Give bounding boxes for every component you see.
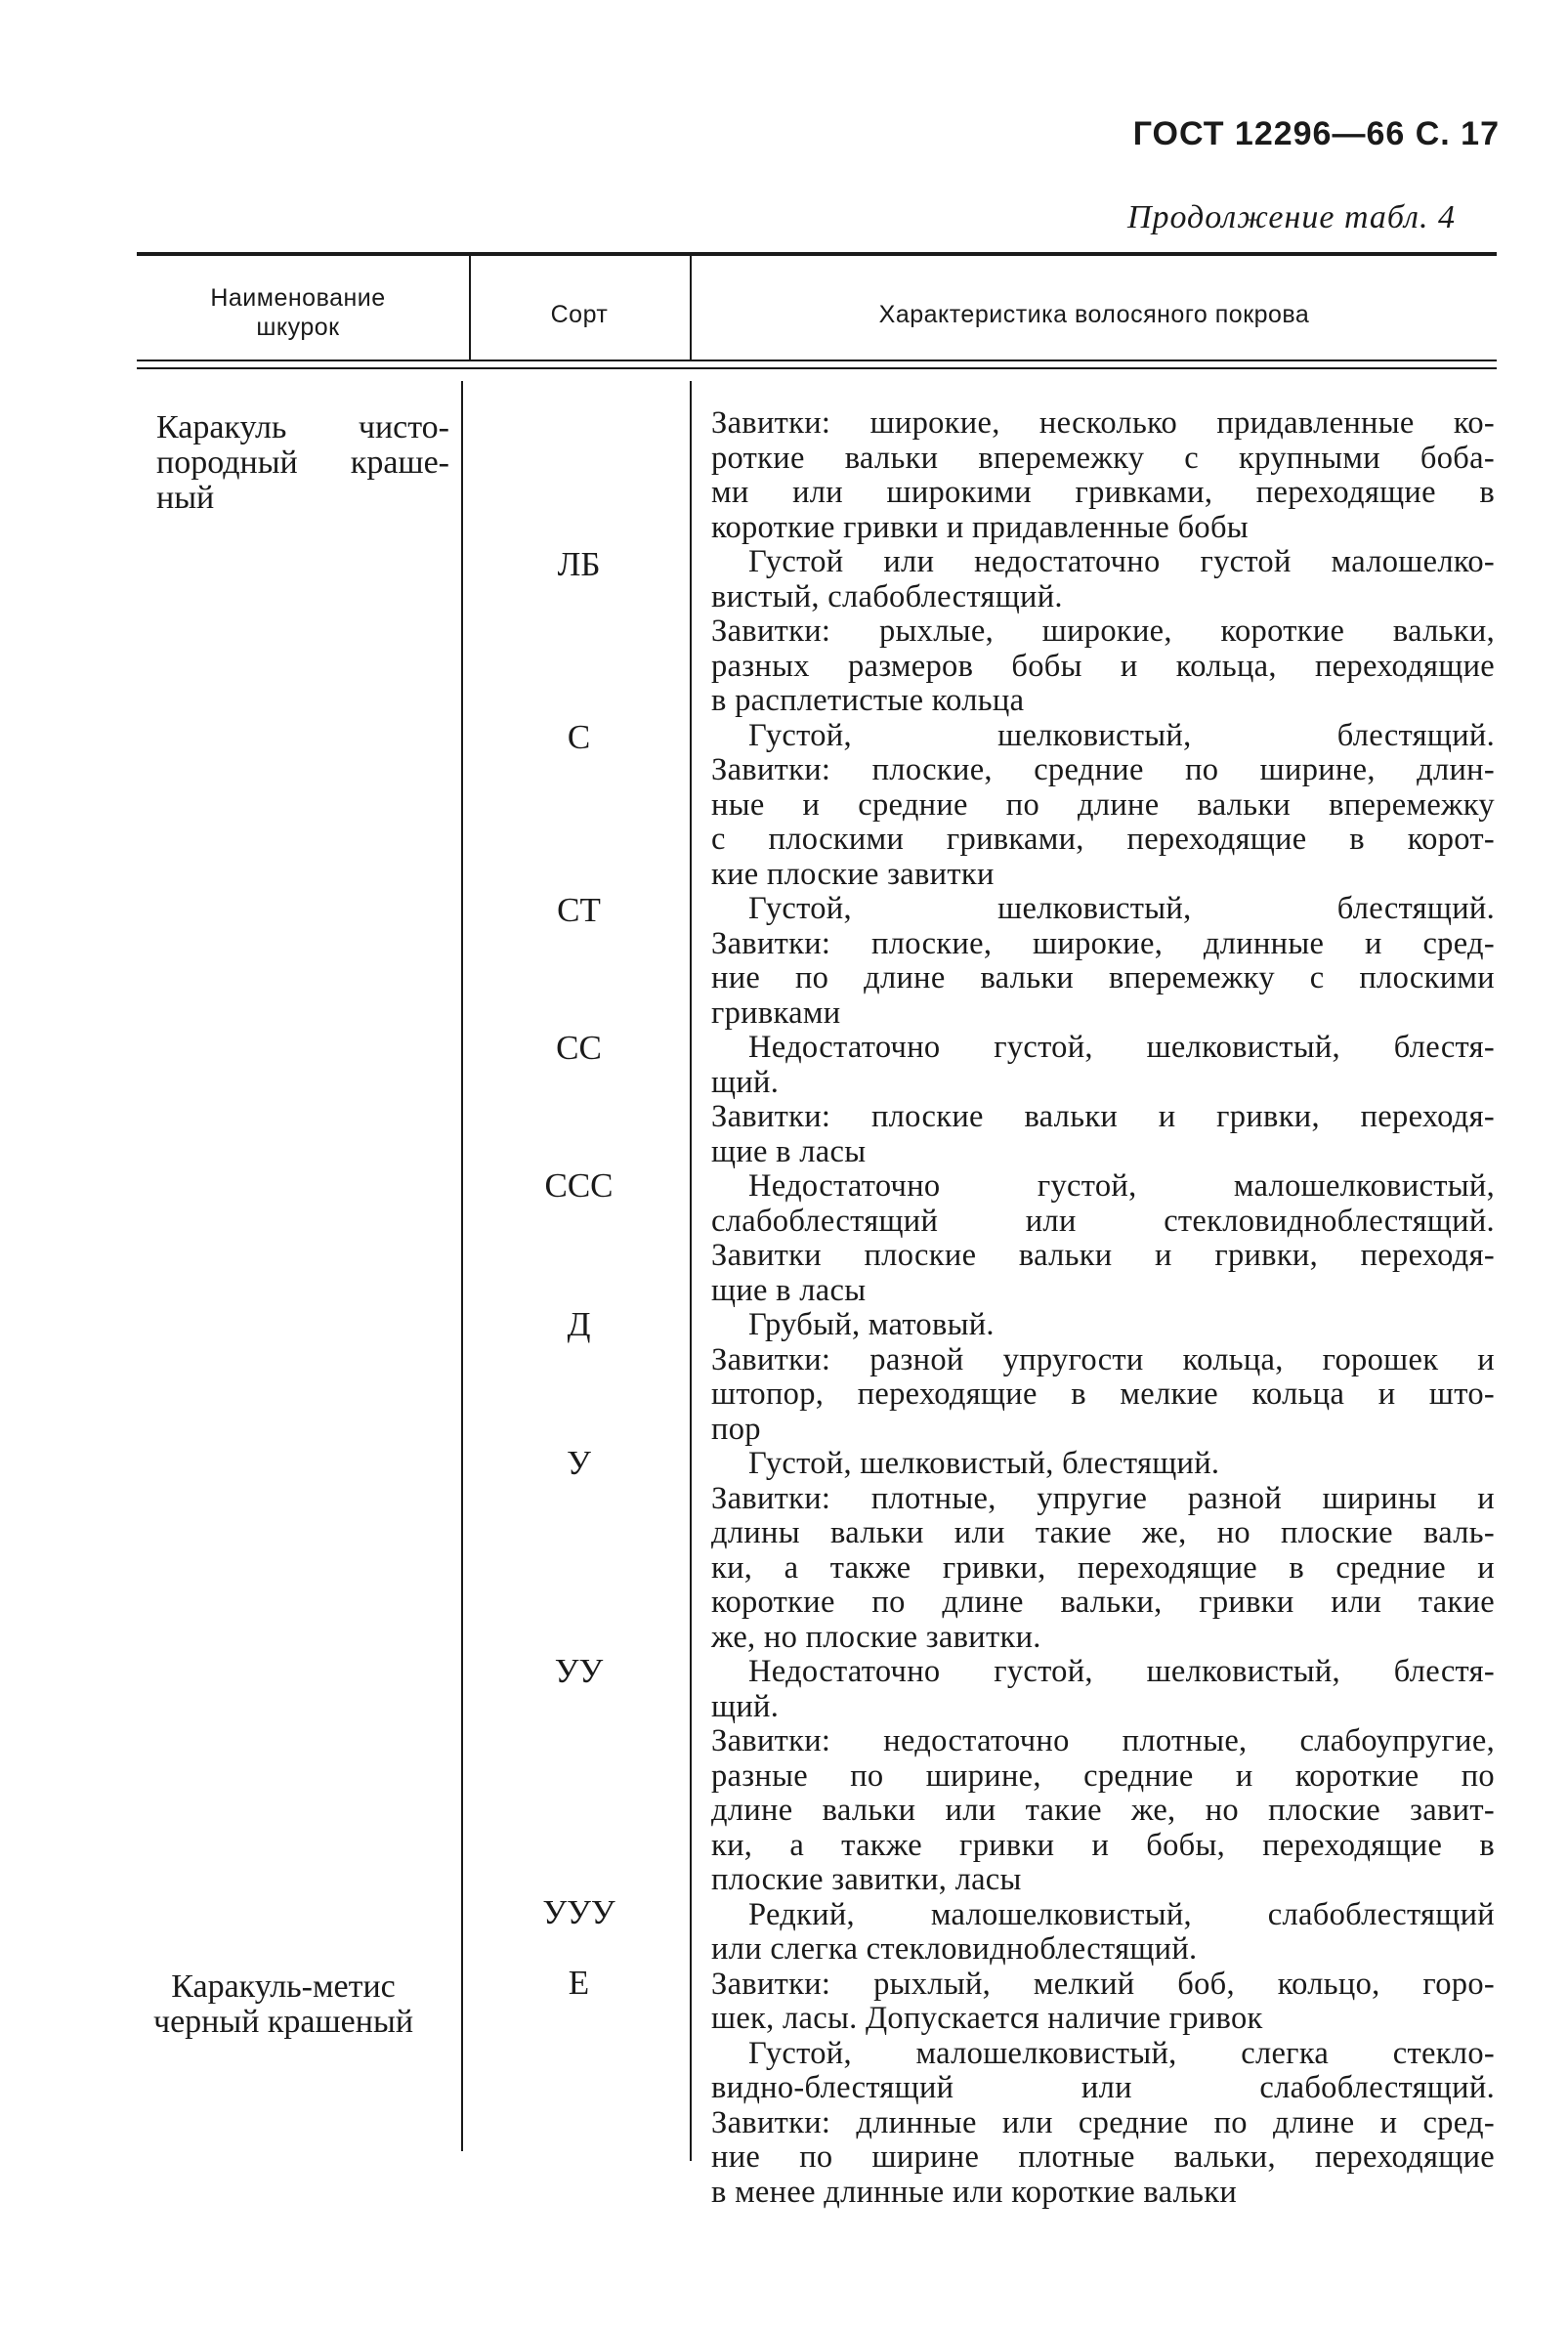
description-line: разных размеров бобы и кольца, переходящие bbox=[711, 648, 1495, 684]
description-line: вистый, слабоблестящий. bbox=[711, 578, 1063, 614]
description-line: щие в ласы bbox=[711, 1133, 867, 1169]
description-line: Густой, шелковистый, блестящий. bbox=[748, 717, 1495, 753]
description-line: Редкий, малошелковистый, слабоблестящий bbox=[748, 1896, 1495, 1932]
product-name-line: черный крашеный bbox=[152, 2004, 414, 2040]
description-line: разные по ширине, средние и короткие по bbox=[711, 1757, 1495, 1794]
description-line: Завитки: широкие, несколько придавленные ко- bbox=[711, 405, 1495, 441]
description-line: гривками bbox=[711, 995, 841, 1031]
grade-cell: У bbox=[567, 1444, 591, 1482]
description-line: щий. bbox=[711, 1688, 780, 1724]
grade-cell: С bbox=[567, 718, 591, 756]
description-line: штопор, переходящие в мелкие кольца и што- bbox=[711, 1376, 1495, 1412]
product-name-line: породный краше- bbox=[156, 444, 449, 481]
column-header-description: Характеристика волосяного покрова bbox=[878, 301, 1310, 328]
table-continuation-note: Продолжение табл. 4 bbox=[1126, 199, 1456, 235]
description-line: плоские завитки, ласы bbox=[711, 1862, 1022, 1897]
description-line: ние по длине вальки вперемежку с плоскими bbox=[711, 960, 1495, 995]
description-line: длине вальки или такие же, но плоские завит- bbox=[711, 1793, 1495, 1828]
column-header-name: Наименование шкурок bbox=[210, 284, 386, 341]
description-line: ми или широкими гривками, переходящие в bbox=[711, 475, 1495, 510]
description-line: Завитки плоские вальки и гривки, переходя- bbox=[711, 1238, 1495, 1273]
description-line: видно-блестящий или слабоблестящий. bbox=[711, 2070, 1495, 2105]
description-line: Завитки: длинные или средние по длине и сред- bbox=[711, 2104, 1495, 2140]
grade-cell: УУ bbox=[554, 1652, 604, 1690]
description-line: щий. bbox=[711, 1064, 780, 1100]
description-line: роткие вальки вперемежку с крупными боба- bbox=[711, 440, 1495, 476]
description-line: короткие по длине вальки, гривки или такие bbox=[711, 1585, 1495, 1620]
description-line: же, но плоские завитки. bbox=[711, 1619, 1041, 1655]
description-line: ки, а также гривки и бобы, переходящие в bbox=[711, 1827, 1495, 1863]
description-line: в расплетистые кольца bbox=[711, 683, 1025, 718]
grade-cell: УУУ bbox=[542, 1893, 615, 1931]
description-line: слабоблестящий или стекловидноблестящий. bbox=[711, 1203, 1495, 1239]
description-line: Грубый, матовый. bbox=[748, 1307, 995, 1342]
description-line: ные и средние по длине вальки вперемежку bbox=[711, 786, 1495, 823]
description-line: ки, а также гривки, переходящие в средние и bbox=[711, 1549, 1495, 1586]
description-line: или слегка стекловидноблестящий. bbox=[711, 1931, 1198, 1967]
grade-cell: Е bbox=[568, 1964, 590, 2002]
grade-cell: ССС bbox=[544, 1166, 614, 1205]
product-name-crossbred bbox=[127, 1969, 440, 2040]
product-name-line: ный bbox=[156, 480, 215, 516]
description-line: Завитки: плоские, широкие, длинные и сред- bbox=[711, 925, 1495, 961]
description-line: Завитки: плоские вальки и гривки, переходя- bbox=[711, 1099, 1495, 1134]
product-name-line: Каракуль чисто- bbox=[156, 409, 449, 445]
description-line: Густой, шелковистый, блестящий. bbox=[748, 891, 1495, 926]
description-line: Густой, шелковистый, блестящий. bbox=[748, 1446, 1220, 1481]
description-line: щие в ласы bbox=[711, 1272, 867, 1308]
description-line: Завитки: разной упругости кольца, горошек и bbox=[711, 1341, 1495, 1377]
grade-cell: СС bbox=[556, 1029, 602, 1067]
description-line: Недостаточно густой, малошелковистый, bbox=[748, 1168, 1495, 1204]
description-line: Густой, малошелковистый, слегка стекло- bbox=[748, 2035, 1495, 2071]
description-line: Густой или недостаточно густой малошелко- bbox=[748, 544, 1495, 579]
description-line: с плоскими гривками, переходящие в корот- bbox=[711, 822, 1495, 857]
description-line: Завитки: плотные, упругие разной ширины и bbox=[711, 1480, 1495, 1516]
grade-cell: ЛБ bbox=[557, 545, 601, 583]
description-line: Недостаточно густой, шелковистый, блестя- bbox=[748, 1030, 1495, 1065]
product-name-line: Каракуль-метис bbox=[171, 1968, 396, 2005]
description-line: короткие гривки и придавленные бобы bbox=[711, 509, 1249, 545]
header-bottom-rule bbox=[137, 360, 1497, 361]
standard-reference: ГОСТ 12296—66 С. 17 bbox=[1132, 115, 1500, 152]
product-name-purebred bbox=[156, 410, 449, 516]
header-bottom-rule-2 bbox=[137, 367, 1497, 369]
description-line: Завитки: рыхлый, мелкий боб, кольцо, горо- bbox=[711, 1966, 1495, 2002]
description-line: Завитки: плоские, средние по ширине, длин- bbox=[711, 752, 1495, 787]
description-line: длины вальки или такие же, но плоские валь- bbox=[711, 1515, 1495, 1550]
description-line: кие плоские завитки bbox=[711, 856, 995, 892]
table-top-rule bbox=[137, 252, 1497, 256]
description-line: шек, ласы. Допускается наличие гривок bbox=[711, 2001, 1263, 2036]
description-line: пор bbox=[711, 1411, 761, 1447]
description-line: Недостаточно густой, шелковистый, блестя- bbox=[748, 1654, 1495, 1689]
hair-coat-description-column bbox=[711, 406, 1495, 2210]
grade-cell: СТ bbox=[557, 891, 601, 929]
description-line: в менее длинные или короткие вальки bbox=[711, 2174, 1238, 2210]
grade-cell: Д bbox=[567, 1305, 591, 1343]
description-line: Завитки: недостаточно плотные, слабоупругие, bbox=[711, 1723, 1495, 1758]
description-line: Завитки: рыхлые, широкие, короткие вальки, bbox=[711, 614, 1495, 649]
column-divider-2-body bbox=[690, 381, 692, 2161]
column-divider-1-body bbox=[461, 381, 463, 2151]
description-line: ние по ширине плотные вальки, переходящие bbox=[711, 2139, 1495, 2175]
column-header-grade: Сорт bbox=[550, 301, 609, 328]
